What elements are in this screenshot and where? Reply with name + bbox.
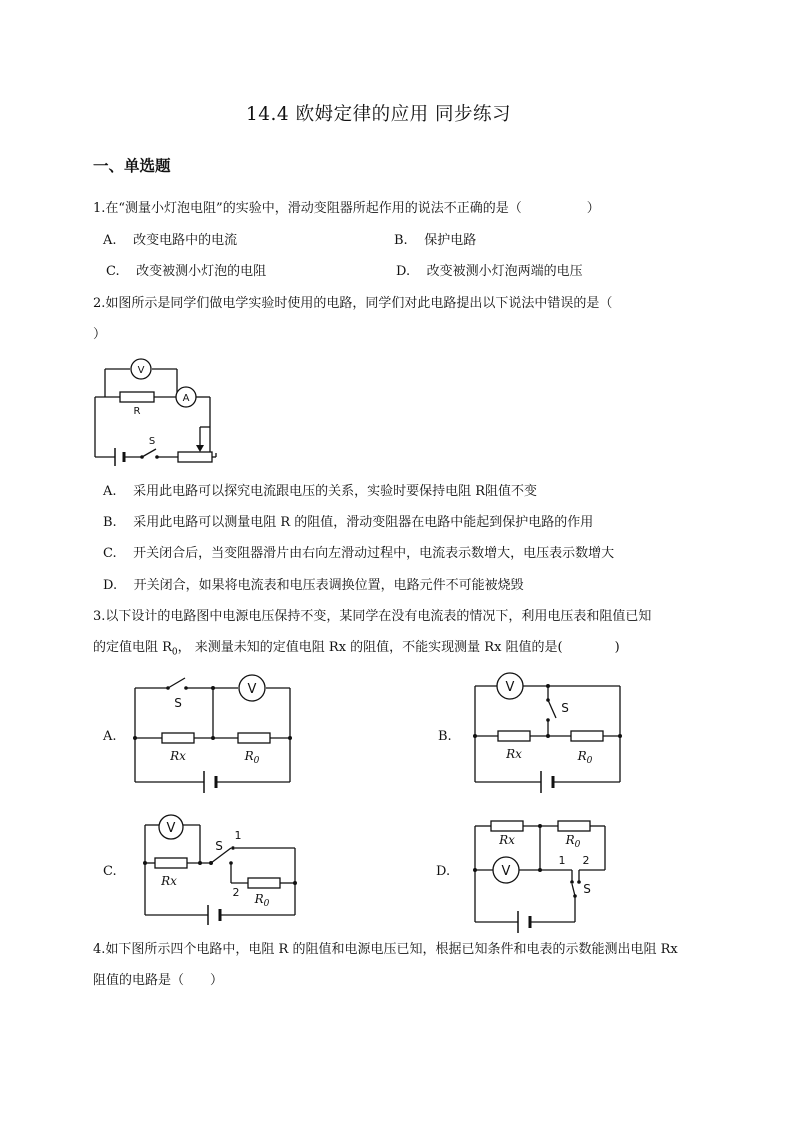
q2-option-d: D. 开关闭合，如果将电流表和电压表调换位置，电路元件不可能被烧毁 — [103, 578, 524, 593]
r0-label: $R_0$ — [244, 749, 260, 766]
voltmeter-label: V — [501, 864, 511, 879]
q4-stem-line2: 阻值的电路是（ ） — [93, 973, 224, 988]
resistor-r0-icon — [558, 821, 590, 831]
ammeter-label: A — [182, 393, 190, 404]
q2-option-b: B. 采用此电路可以测量电阻 R 的阻值，滑动变阻器在电路中能起到保护电路的作用 — [103, 515, 594, 530]
battery-icon — [208, 905, 220, 925]
resistor-label: R — [133, 406, 141, 417]
q3-option-a-label: A. — [103, 729, 117, 744]
resistor-r0-icon — [248, 878, 280, 888]
battery-icon — [518, 911, 530, 933]
q1-option-a: A. 改变电路中的电流 — [103, 233, 238, 248]
battery-icon — [115, 448, 124, 466]
q2-circuit-diagram — [90, 355, 220, 470]
rx-label: Rx — [506, 747, 522, 761]
resistor-rx-icon — [162, 733, 194, 743]
battery-icon — [204, 771, 216, 793]
q3-option-d-label: D. — [436, 864, 451, 879]
r0-label: $R_0$ — [577, 749, 593, 766]
resistor-r0-icon — [238, 733, 270, 743]
position-1-label: 1 — [558, 854, 566, 867]
rx-label: Rx — [170, 749, 186, 763]
resistor-r0-icon — [571, 731, 603, 741]
q1-option-b: B. 保护电路 — [394, 233, 477, 248]
q3-circuit-a — [130, 672, 295, 797]
switch-label: S — [215, 839, 223, 853]
q3-stem-line1: 3.以下设计的电路图中电源电压保持不变，某同学在没有电流表的情况下，利用电压表和阻值已知 — [93, 609, 652, 624]
q3-option-b-label: B. — [438, 729, 452, 744]
q3-circuit-b — [465, 670, 630, 800]
q1-option-d: D. 改变被测小灯泡两端的电压 — [396, 264, 583, 279]
q4-stem-line1: 4.如下图所示四个电路中，电阻 R 的阻值和电源电压已知，根据已知条件和电表的示数能测出电阻 Rx — [93, 942, 678, 957]
r0-label: $R_0$ — [565, 833, 581, 850]
position-2-label: 2 — [232, 886, 240, 899]
q2-option-a: A. 采用此电路可以探究电流跟电压的关系，实验时要保持电阻 R阻值不变 — [103, 484, 537, 499]
page-title: 14.4 欧姆定律的应用 同步练习 — [246, 104, 511, 125]
switch-label: S — [174, 696, 182, 710]
voltmeter-label: V — [137, 365, 145, 376]
q2-option-c: C. 开关闭合后，当变阻器滑片由右向左滑动过程中，电流表示数增大，电压表示数增大 — [103, 546, 615, 561]
rx-label: Rx — [499, 833, 515, 847]
q1-option-c: C. 改变被测小灯泡的电阻 — [106, 264, 267, 279]
voltmeter-label: V — [166, 821, 176, 836]
q3-circuit-c — [135, 815, 305, 925]
voltmeter-label: V — [247, 682, 257, 697]
q3-circuit-d — [465, 810, 615, 935]
resistor-rx-icon — [491, 821, 523, 831]
voltmeter-label: V — [505, 680, 515, 695]
rx-label: Rx — [161, 874, 177, 888]
q1-stem: 1.在“测量小灯泡电阻”的实验中，滑动变阻器所起作用的说法不正确的是（ ） — [93, 201, 600, 216]
position-1-label: 1 — [234, 829, 242, 842]
switch-label: S — [148, 436, 156, 447]
position-2-label: 2 — [582, 854, 590, 867]
resistor-icon — [120, 392, 154, 402]
switch-icon — [140, 455, 159, 459]
section-heading: 一、单选题 — [93, 156, 171, 175]
q2-stem-line1: 2.如图所示是同学们做电学实验时使用的电路，同学们对此电路提出以下说法中错误的是（ — [93, 296, 613, 311]
switch-label: S — [583, 882, 591, 896]
q2-stem-line2: ） — [93, 327, 107, 342]
q3-stem-line2: 的定值电阻 $R_0$， 来测量未知的定值电阻 Rx 的阻值，不能实现测量 Rx 阻值的是( ) — [93, 640, 620, 658]
resistor-rx-icon — [155, 858, 187, 868]
r0-label: $R_0$ — [254, 892, 270, 909]
switch-label: S — [561, 701, 569, 715]
battery-icon — [541, 771, 553, 793]
rheostat-icon — [178, 427, 212, 462]
q3-option-c-label: C. — [103, 864, 117, 879]
resistor-rx-icon — [498, 731, 530, 741]
